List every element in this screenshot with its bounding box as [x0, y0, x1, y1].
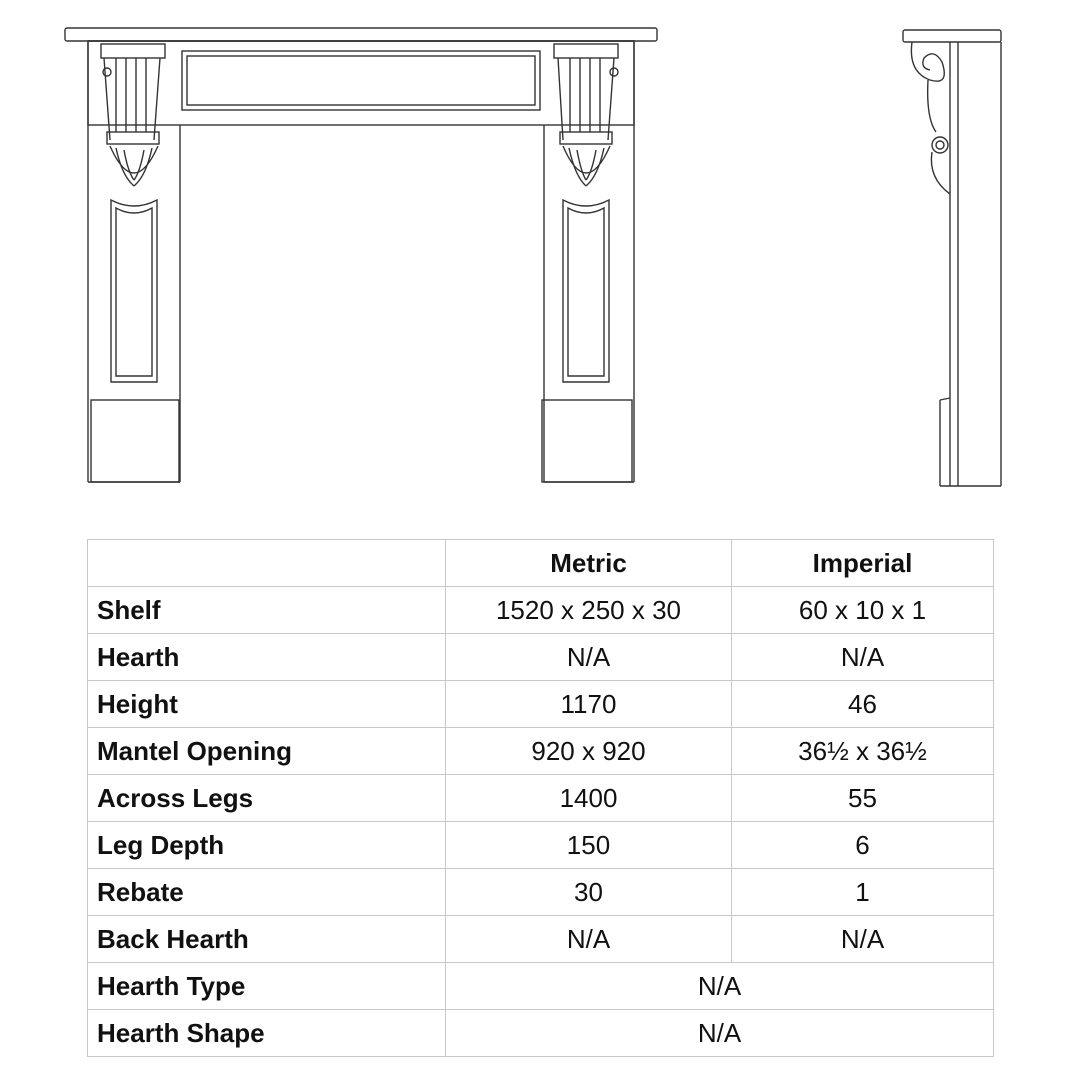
imperial-value: 6	[732, 822, 994, 869]
merged-value: N/A	[446, 1010, 994, 1057]
table-row	[88, 869, 994, 916]
imperial-value: N/A	[732, 916, 994, 963]
metric-value: 1520 x 250 x 30	[446, 587, 732, 634]
metric-value: 1400	[446, 775, 732, 822]
metric-value: 920 x 920	[446, 728, 732, 775]
imperial-value: 55	[732, 775, 994, 822]
header-imperial: Imperial	[732, 540, 994, 587]
row-label: Mantel Opening	[88, 728, 446, 775]
imperial-value: N/A	[732, 634, 994, 681]
specifications-table	[87, 539, 994, 1057]
table-row	[88, 963, 994, 1010]
metric-value: 30	[446, 869, 732, 916]
header-metric: Metric	[446, 540, 732, 587]
table-row	[88, 775, 994, 822]
table-header-row	[88, 540, 994, 587]
metric-value: 150	[446, 822, 732, 869]
table-row	[88, 587, 994, 634]
row-label: Hearth	[88, 634, 446, 681]
imperial-value: 1	[732, 869, 994, 916]
table-row	[88, 822, 994, 869]
front-elevation	[65, 28, 657, 482]
row-label: Rebate	[88, 869, 446, 916]
metric-value: N/A	[446, 634, 732, 681]
row-label: Hearth Shape	[88, 1010, 446, 1057]
row-label: Across Legs	[88, 775, 446, 822]
table-row	[88, 916, 994, 963]
metric-value: N/A	[446, 916, 732, 963]
header-empty	[88, 540, 446, 587]
table-row	[88, 1010, 994, 1057]
imperial-value: 36½ x 36½	[732, 728, 994, 775]
table-row	[88, 681, 994, 728]
row-label: Height	[88, 681, 446, 728]
metric-value: 1170	[446, 681, 732, 728]
row-label: Back Hearth	[88, 916, 446, 963]
merged-value: N/A	[446, 963, 994, 1010]
row-label: Shelf	[88, 587, 446, 634]
table-row	[88, 634, 994, 681]
side-elevation	[903, 30, 1001, 486]
row-label: Hearth Type	[88, 963, 446, 1010]
imperial-value: 46	[732, 681, 994, 728]
table-row	[88, 728, 994, 775]
imperial-value: 60 x 10 x 1	[732, 587, 994, 634]
mantel-drawing	[0, 0, 1080, 520]
row-label: Leg Depth	[88, 822, 446, 869]
